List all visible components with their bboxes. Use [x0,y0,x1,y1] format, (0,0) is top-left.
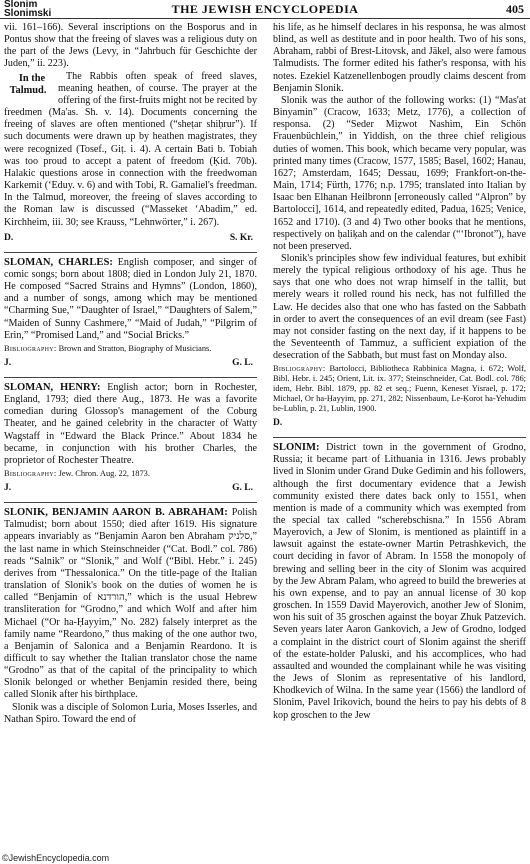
signature-row [4,354,257,373]
entry-slonik [4,507,257,702]
copyright-footer: ©JewishEncyclopedia.com [2,853,110,863]
signature-initial: D. [273,417,283,428]
entry-text: Polish Talmudist; born about 1550; died after 1619. His signature appears invariably as “Benjamin Aaron ben Abraham סלניק,” the last name in which Steinschneider (“Cat. Bodl.” col. 786) reads “Salnik” or “Slonik,” and Wolf (“Bibl. Hebr.” i. 245) derives from “Thessalonica.” On the title-page of the Italian translation of Slonik's book on the duties of women he is called “Benjamin of הורדנא,” which is the usual Hebrew transliteration for “Grodno,” and which Wolf and after him Michael (“Or ha-Ḥayyim,” No. 282) falsely interpret as the family name “Reardono,” thus making of the one author two, a Benjamin of Salonica and a Benjamin Reardono. It is difficult to say whether the Italian translator chose the name “Grodno” as that of the capital of the principality to which Slonik belonged or whether Benjamin resided there, being called Slonik after his birthplace. [4,507,258,701]
entry-text: District town in the government of Grodno, Russia; it became part of Lithuania in 1316. Jews probably lived in Slonim under Grand Duke Gedimin and his followers, although the first documentary evidence that a Jewish community existed there dates back only to 1551, when mention is made of a community which was exempted from the special tax called “scherebschisna.” In 1556 Abram Mayerovich, a Jew of Slonim, is mentioned as plaintiff in a lawsuit against the estate-owner Martin Petrashkevich, the court deciding in favor of Abram. In 1558 the monopoly of brewing and selling beer in the city of Slonim was acquired by the Jew Abram Palam, who agreed to build the breweries at his own expense, and to pay an annual license of 30 kop groschen. In 1559 David Mayerovich, another Jew of Slonim, won his suit of 35 groschen against the boyar Zhuk Patzevich. Seven years later Aaron Gankovich, a Jew of Grodno, lodged a complaint in the district court of Slonim against the sheriff of the estate-holder Paluski, and his accomplices, who had assaulted and wounded the complainant while he was visiting the Jews of Slonim as representative of his landlord, Khodkevich of Wilna. In the same year (1566) the landlord of Slonim, Pavel Irikovich, bound the heirs to pay his debts of 8 kop groschen to the Jew [273,442,526,721]
slaves-paragraph-2 [4,71,257,229]
entry-title: SLOMAN, HENRY: [4,381,101,393]
signature-row [273,414,526,433]
entry-slonik-paragraph-2: Slonik was a disciple of Solomon Luria, Moses Isserles, and Nathan Spiro. Toward the end of [4,701,257,725]
signature-author: S. Kr. [229,232,253,243]
slaves-paragraph-2-text: The Rabbis often speak of freed slaves, meaning heathen, of course. The prayer at the offering of the first-fruits might not be recited by freedmen (Ma'as. Sh. v. 14). Documents concerning the freeing of slaves are often mentioned (“sheṭar shiḥrur”). If such documents were drawn up by heathen magistrates, they were recognized (Tosef., Giṭ. i. 4). A certain Bati b. Tobiah was too proud to accept a patent of freedom (Ḳid. 70b). Halakic questions arose in connection with the freedwoman Karkemit (‘Eduy. v. 6) and with Tobi, R. Gamaliel's freedman. In the Talmud, moreover, the freeing of slaves according to the Roman law is discussed (“Masseket ‘Abadim,” ed. Kirchheim, iii. 30; see Krauss, “Lehnwörter,” i. 267). [4,70,257,228]
bibliography-label: Bibliography: [273,364,326,374]
slonik-principles-paragraph: Slonik's principles show few individual features, but exhibit merely the typical religious orthodoxy of his age. Thus he says that one who does not wrap himself in the tallit, but merely wears it rolled round his neck, has not fulfilled the Law. He decides also that one who has fasted on the Sabbath in order to avert the consequences of an evil dream (see Fast) may not consider fasting on the next day, if it happens to be the Seventeenth of Tammuz, a sufficient expiation of the desecration of the Sabbath, but must fast on Monday also. [273,252,526,362]
bibliography-text: Brown and Stratton, Biography of Musicians. [58,343,212,353]
page-header [0,0,530,19]
slonik-works-paragraph: Slonik was the author of the following works: (1) “Mas'at Binyamin” (Cracow, 1633; Metz, 1776), a collection of responsa. (2) “Seder Miẓwot Nashim, Ein Schön Frauenbüchlein,” in Yiddish, on the three chief religious duties of women. This book, which became very popular, was printed many times (Cracow, 1577, 1585; Basel, 1602; Hanau, 1627; Amsterdam, 1645; Dessau, 1699; Frankfort-on-the-Main, 1714; Fürth, 1776; n.p. 1795; translated into Italian by Isaac ben Elhanan Heilbronn [erroneously called “Alpron” by Bartolocci], 1614, and repeatedly edited, Padua, 1625; Venice, 1652 and 1710). (3 and 4) Two other books that he mentions, respectively on ḥaliḳah and on the calendar (“‘Ibronot”), have not been preserved. [273,94,526,252]
bibliography-label: Bibliography: [4,343,57,353]
bibliography-text: Jew. Chron. Aug. 22, 1873. [58,469,150,479]
signature-initial: D. [4,232,14,243]
entry-text: English composer, and singer of comic songs; born about 1808; died in London July 21, 1870. He composed “Sacred Strains and Hymns” (London, 1860), and a number of songs, among which may be mentioned “Charming Sue,” “Daughter of Israel,” “Daughters of Salem,” “Maiden of Sunny Cashmere,” “Maid of Judah,” “Pilgrim of Erin,” “Promised Land,” and “Social Bricks.” [4,256,257,341]
margin-heading-talmud: In the Talmud. [9,72,47,96]
entry-divider [4,252,257,253]
entry-divider [4,377,257,378]
slonik-paragraph-3: his life, as he himself declares in his responsa, he was almost blind, as well as destitute and in poor health. Two of his sons, Abraham, rabbi of Brest-Litovsk, and Jäkel, also were famous Talmudists. The former edited his father's responsa, with his notes. Ezekiel Katzenellenbogen proudly claims descent from Benjamin Slonik. [273,22,526,94]
signature-author: G. L. [232,357,253,368]
signature-initial: J. [4,357,12,368]
entry-title: SLONIM: [273,442,320,454]
entry-divider [4,502,257,503]
running-head-line-1: Slonim [4,0,38,10]
signature-initial: J. [4,482,12,493]
signature-author: G. L. [232,482,253,493]
bibliography [4,469,257,479]
slaves-paragraph-1: vii. 161–166). Several inscriptions on the Bosporus and in Pontus show that the freeing of slaves was a religious duty on the part of the Jews (Levy, in “Jahrbuch für Geschichte der Juden,” ii. 223). [4,22,257,70]
bibliography-text: Bartolocci, Bibliotheca Rabbinica Magna, i. 672; Wolf, Bibl. Hebr. i. 245; Orient, Lit. ix. 377; Steinschneider, Cat. Bodl. col. 786; idem, Hebr. Bibl. 1879, pp. 82 et seq.; Fuenn, Keneset Yisrael, p. 172; Michael, Or ha-Ḥayyim, pp. 271, 282; Nissenbaum, Le-Ḳorot ha-Yehudim be-Lublin, p. 21, Lublin, 1900. [273,364,526,413]
entry-title: SLONIK, BENJAMIN AARON B. ABRAHAM: [4,507,228,519]
page-number: 405 [506,2,524,16]
running-head-line-2: Slonimski [4,8,52,19]
signature-row [4,229,257,248]
bibliography [273,364,526,414]
entry-sloman-charles [4,257,257,342]
entry-slonim [273,442,526,722]
bibliography [4,344,257,354]
entry-divider [273,437,526,438]
entry-text: English actor; born in Rochester, England, 1793; died there Aug., 1873. He was a favorite comedian during Glossop's management of the Coburg Theater, and he gained celebrity in the character of Watty Wagstaff in “Edward the Black Prince.” About 1834 he became, in conjunction with his brother Charles, the proprietor of Rochester Theatre. [4,381,258,466]
entry-title: SLOMAN, CHARLES: [4,256,113,268]
signature-row [4,479,257,498]
right-column [273,22,526,722]
bibliography-label: Bibliography: [4,469,57,479]
entry-sloman-henry [4,382,257,467]
left-column [4,22,257,726]
publication-title: THE JEWISH ENCYCLOPEDIA [171,2,359,16]
